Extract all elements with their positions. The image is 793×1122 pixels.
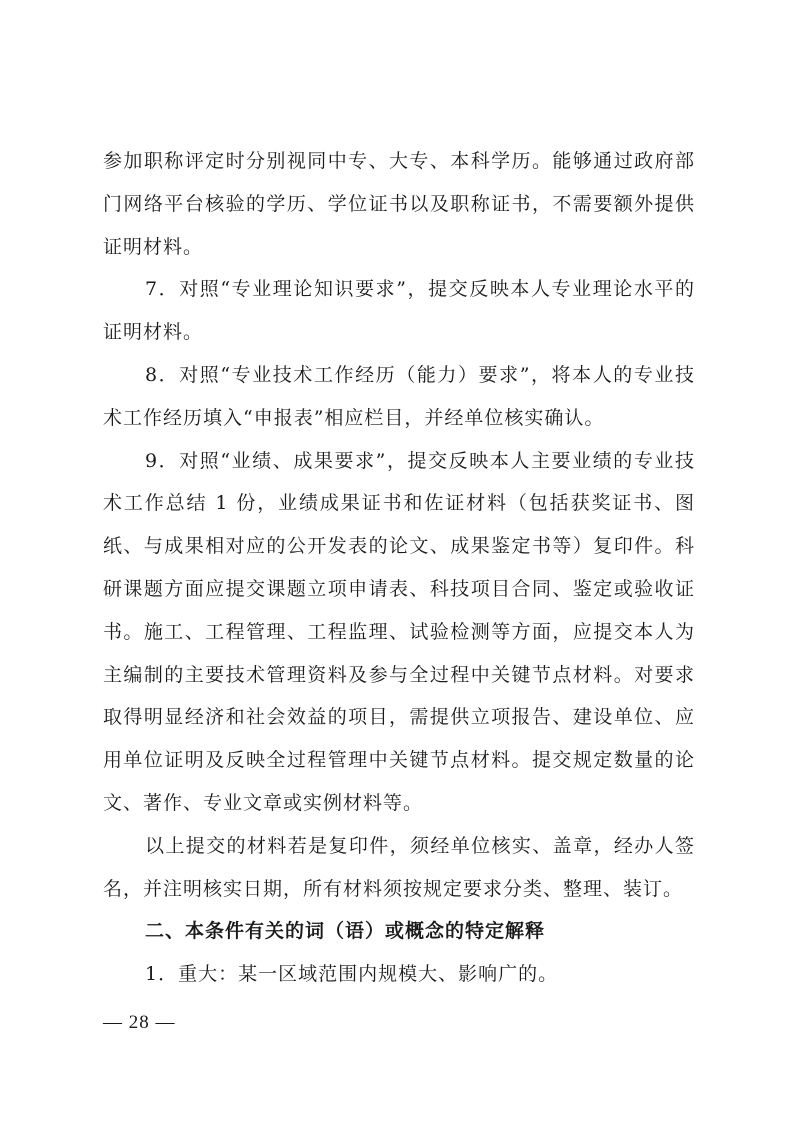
definition-item-1: 1．重大：某一区域范围内规模大、影响广的。 — [145, 963, 559, 986]
paragraph-item-9: 9．对照“业绩、成果要求”，提交反映本人主要业绩的专业技术工作总结 1 份，业绩成果证书和佐证材料（包括获奖证书、图纸、与成果相对应的公开发表的论文、成果鉴定书等）复印件。科研课题方面应提交课题立项申请表、科技项目合同、鉴定或验收证书。施工、工程管理、工程监理、试验检测等方面，应提交本人为主编制的主要技术管理资料及参与全过程中关键节点材料。对要求取得明显经济和社会效益的项目，需提供立项报告、建设单位、应用单位证明及反映全过程管理中关键节点材料。提交规定数量的论文、著作、专业文章或实例材料等。 — [103, 449, 695, 814]
document-body — [103, 140, 695, 996]
section-heading: 二、本条件有关的词（语）或概念的特定解释 — [145, 920, 546, 943]
paragraph-item-7: 7．对照“专业理论知识要求”，提交反映本人专业理论水平的证明材料。 — [103, 278, 695, 344]
paragraph-item-8: 8．对照“专业技术工作经历（能力）要求”，将本人的专业技术工作经历填入“申报表”相应栏目，并经单位核实确认。 — [103, 363, 695, 429]
paragraph-continuation: 参加职称评定时分别视同中专、大专、本科学历。能够通过政府部门网络平台核验的学历、学位证书以及职称证书，不需要额外提供证明材料。 — [103, 150, 695, 258]
page-number: — 28 — — [103, 1012, 176, 1033]
paragraph-note: 以上提交的材料若是复印件，须经单位核实、盖章，经办人签名，并注明核实日期，所有材料须按规定要求分类、整理、装订。 — [103, 834, 695, 900]
